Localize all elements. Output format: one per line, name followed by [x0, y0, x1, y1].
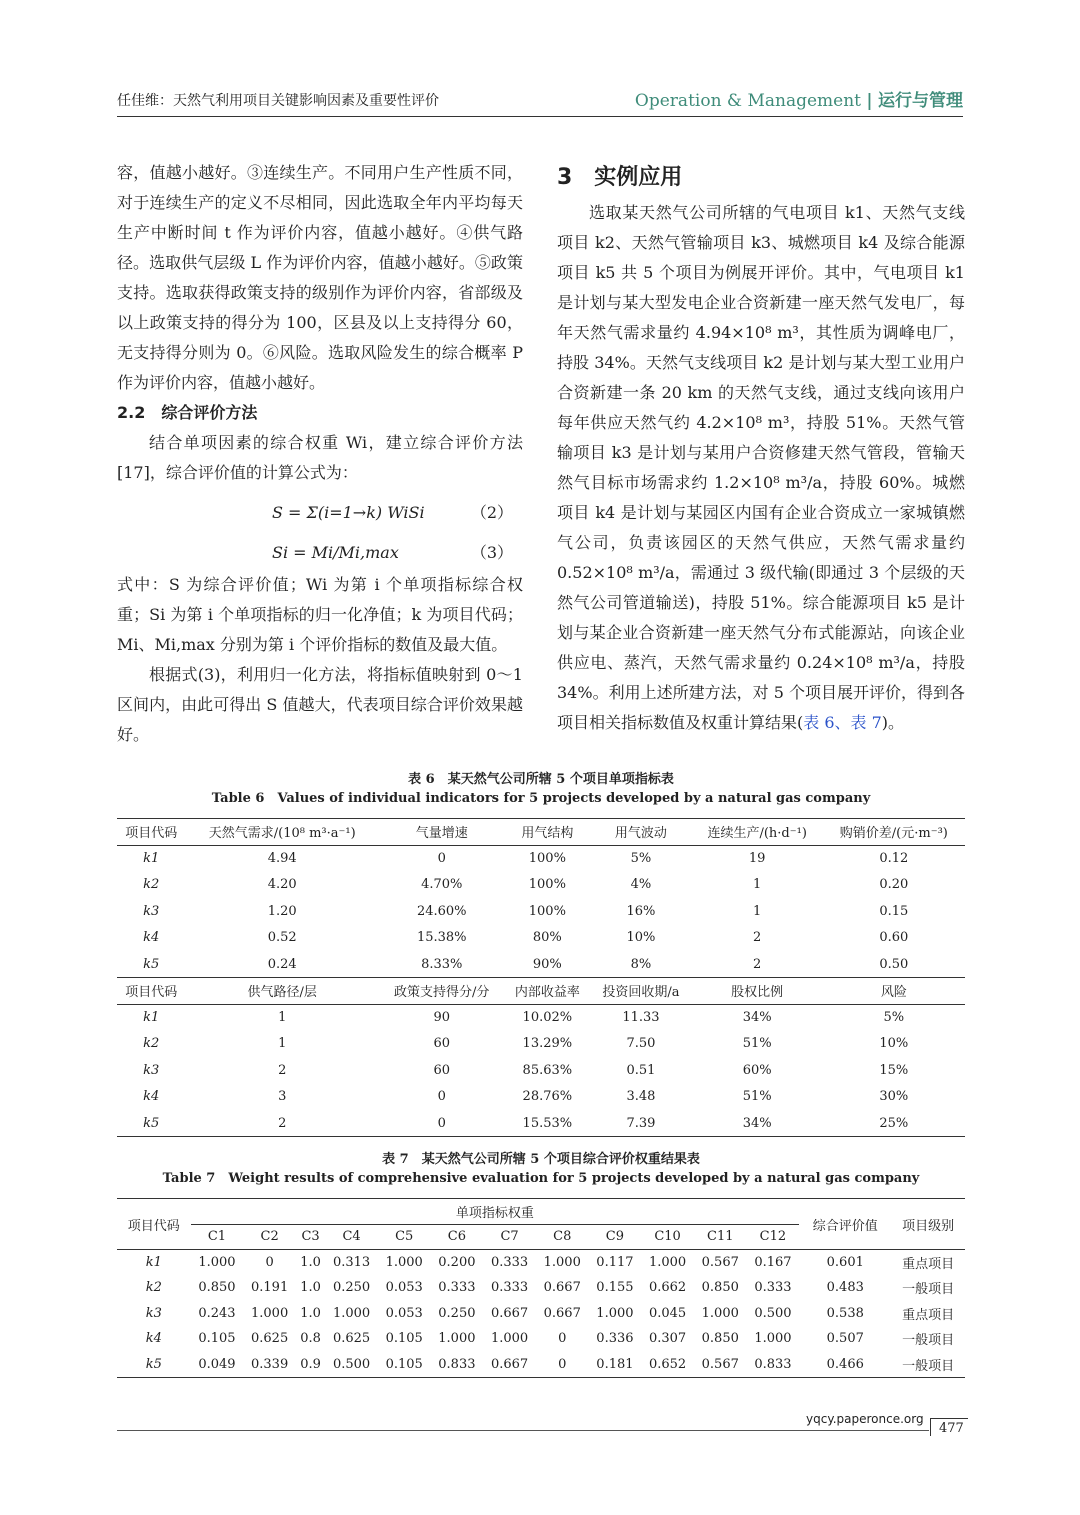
- table-row: [117, 1031, 965, 1058]
- paragraph-text: 选取某天然气公司所辖的气电项目 k1、天然气支线项目 k2、天然气管输项目 k3、城燃项目 k4 及综合能源项目 k5 共 5 个项目为例展开评价。其中，气电项目 k1 是计划与某大型发电企业合资新建一座天然气发电厂，每年天然气需求量约 4.94×10⁸ m³，其性质为调峰电厂，持股 34%。天然气支线项目 k2 是计划与某大型工业用户合资新建一条 20 km 的天然气支线，通过支线向该用户每年供应天然气约 4.2×10⁸ m³，持股 51%。天然气管输项目 k3 是计划与某用户合资修建天然气管段，管输天然气目标市场需求约 1.2×10⁸ m³/a，持股 60%。城燃项目 k4 是计划与某园区内国有企业合资成立一家城镇燃气公司，负责该园区的天然气供应，天然气需求量约 0.52×10⁸ m³/a，需通过 3 级代输(即通过 3 个层级的天然气公司管道输送)，持股 51%。综合能源项目 k5 是计划与某企业合资新建一座天然气分布式能源站，向该企业供应电、蒸汽，天然气需求量约 0.24×10⁸ m³/a，持股 34%。利用上述所建方法，对 5 个项目展开评价，得到各项目相关指标数值及权重计算结果(: [557, 203, 965, 732]
- table-cell: 0: [437, 851, 446, 866]
- table-cell: 0.181: [589, 1352, 642, 1378]
- table-row: [117, 898, 965, 925]
- table-cell: 0.191: [251, 1280, 289, 1296]
- table-cell: 0.243: [198, 1305, 236, 1321]
- table-cell: 0.625: [251, 1331, 289, 1347]
- table-cell: 1.000: [438, 1331, 476, 1347]
- table-cell: 24.60%: [416, 903, 467, 919]
- table-cell: 13.29%: [522, 1036, 573, 1052]
- table-cell: 0.601: [826, 1255, 864, 1270]
- table-cell: 0.105: [378, 1352, 431, 1378]
- table-cell: 4%: [630, 877, 652, 893]
- table-cell: 3.48: [626, 1089, 656, 1105]
- table-cell: 85.63%: [522, 1062, 573, 1078]
- table-cell: k4: [143, 1089, 160, 1105]
- table-row: [117, 1199, 965, 1225]
- table-cell: 0.117: [596, 1255, 634, 1270]
- table-cell: 0.20: [879, 877, 909, 893]
- table-cell: 16%: [626, 903, 656, 919]
- column-header: 投资回收期/a: [590, 978, 692, 1005]
- section-heading: 2.2 综合评价方法: [117, 403, 258, 422]
- table-cell: 15.38%: [416, 930, 467, 946]
- table-cell: 100%: [528, 903, 566, 919]
- table-cell: 0: [536, 1352, 589, 1378]
- column-header: C4: [325, 1224, 378, 1250]
- column-header: 项目代码: [117, 978, 185, 1005]
- table-cell: 1.000: [543, 1255, 581, 1270]
- table-6: [117, 818, 965, 1137]
- table-cell: k2: [143, 877, 160, 893]
- table-cell: 0.053: [385, 1280, 423, 1296]
- table-cell: 0.50: [879, 956, 909, 972]
- column-header: 股权比例: [692, 978, 823, 1005]
- column-header-group: 单项指标权重: [191, 1199, 800, 1225]
- table-cell: 4.70%: [421, 877, 463, 893]
- table-cell: k3: [143, 1062, 160, 1078]
- page-number: 477: [930, 1418, 968, 1436]
- table-cell: 1.000: [701, 1305, 739, 1321]
- column-header: 购销价差/(元·m⁻³): [823, 819, 965, 846]
- column-header: 项目级别: [891, 1199, 965, 1250]
- table-cell: 34%: [742, 1010, 772, 1025]
- table-cell: 0: [437, 1089, 446, 1105]
- column-header: 内部收益率: [505, 978, 591, 1005]
- table-cell: k3: [143, 903, 160, 919]
- table-cell: 0.652: [641, 1352, 694, 1378]
- table-cell: 7.39: [590, 1110, 692, 1137]
- table-cell: 1.20: [267, 903, 297, 919]
- table-row: [117, 978, 965, 1005]
- column-header: C7: [483, 1224, 536, 1250]
- table-cell: 0.105: [385, 1331, 423, 1347]
- column-header: C10: [641, 1224, 694, 1250]
- table-cell: 1.000: [754, 1331, 792, 1347]
- column-header: 天然气需求/(10⁸ m³·a⁻¹): [185, 819, 378, 846]
- table-cell: 0.333: [490, 1280, 529, 1296]
- table-row: [117, 1084, 965, 1111]
- running-header-title: 任佳维：天然气利用项目关键影响因素及重要性评价: [117, 93, 439, 109]
- table-cell: 0.307: [648, 1331, 687, 1347]
- table-cell: 重点项目: [902, 1257, 955, 1272]
- table-cell: k2: [143, 1036, 160, 1052]
- table-cell: 15.53%: [505, 1110, 591, 1137]
- column-header: 连续生产/(h·d⁻¹): [692, 819, 823, 846]
- running-header-section: [635, 86, 963, 111]
- paragraph: 根据式(3)，利用归一化方法，将指标值映射到 0～1 区间内，由此可得出 S 值越大，代表项目综合评价效果越好。: [117, 665, 523, 744]
- equation-text: Si = Mi/Mi,max: [272, 543, 399, 562]
- table-cell: 5%: [883, 1010, 905, 1025]
- column-header: C12: [747, 1224, 800, 1250]
- table-cell: 0.850: [198, 1280, 236, 1296]
- table-row: [117, 1352, 965, 1378]
- paragraph: 结合单项因素的综合权重 Wi，建立综合评价方法[17]，综合评价值的计算公式为：: [117, 433, 523, 482]
- table-cell: 100%: [528, 851, 566, 866]
- table-cell: 0.667: [543, 1305, 581, 1321]
- table-cell: 51%: [742, 1036, 772, 1052]
- paragraph: 容，值越小越好。③连续生产。不同用户生产性质不同，对于连续生产的定义不尽相同，因此选取全年内平均每天生产中断时间 t 作为评价内容，值越小越好。④供气路径。选取供气层级 L 作为评价内容，值越小越好。⑤政策支持。选取获得政策支持的级别作为评价内容，省部级及以上政策支持的得分为 100，区县及以上支持得分 60，无支持得分则为 0。⑥风险。选取风险发生的综合概率 P 作为评价内容，值越小越好。: [117, 163, 523, 392]
- table-cell: 28.76%: [522, 1089, 573, 1105]
- table-row: [117, 1110, 965, 1137]
- table-cell: 0.12: [879, 851, 909, 866]
- table-cell: 100%: [528, 877, 566, 893]
- table-cell: 0.60: [879, 930, 909, 946]
- section-cn: 运行与管理: [878, 91, 963, 111]
- table-cell: k1: [145, 1255, 162, 1270]
- table-cell: 0.336: [596, 1331, 634, 1347]
- equation-text: S = Σ(i=1→k) WiSi: [272, 503, 425, 522]
- table-cell: 0.250: [438, 1305, 476, 1321]
- table-cell: 0.15: [879, 903, 909, 919]
- section-separator: |: [866, 91, 873, 111]
- table-cell: 0.200: [438, 1255, 476, 1270]
- paragraph-text: )。: [881, 713, 905, 732]
- column-header: C11: [694, 1224, 747, 1250]
- table-cell: k1: [143, 851, 160, 866]
- table-cell: 10%: [626, 930, 656, 946]
- table-cell: 19: [748, 851, 766, 866]
- table-cell: 30%: [879, 1089, 909, 1105]
- table-cell: 60%: [742, 1062, 772, 1078]
- table-cell: 2: [278, 1062, 287, 1078]
- table-cell: 0.049: [191, 1352, 244, 1378]
- table-cell: 11.33: [622, 1010, 660, 1025]
- table-cell: 1.0: [300, 1280, 321, 1296]
- table-cell: 34%: [692, 1110, 823, 1137]
- column-header: 供气路径/层: [185, 978, 378, 1005]
- table-cell: 1.000: [490, 1331, 529, 1347]
- table-cell: 一般项目: [902, 1333, 955, 1349]
- column-header: 项目代码: [117, 819, 185, 846]
- column-header: 用气结构: [505, 819, 591, 846]
- table-cell: 0.667: [483, 1352, 536, 1378]
- column-header: C2: [243, 1224, 296, 1250]
- table-cell: 0.053: [385, 1305, 423, 1321]
- caption-en: Table 6 Values of individual indicators for 5 projects developed by a natural gas company: [211, 791, 871, 806]
- table-row: [117, 1301, 965, 1327]
- table7-caption: [117, 1150, 965, 1188]
- table-cell: 0.8: [300, 1331, 321, 1347]
- table-cell: 7.50: [626, 1036, 656, 1052]
- table-row: [117, 845, 965, 872]
- table-cell: 0.333: [754, 1280, 792, 1296]
- table-cell: 2: [753, 930, 762, 946]
- column-header: C3: [296, 1224, 325, 1250]
- table-cell: 0.483: [826, 1280, 864, 1296]
- table-cell: 0.105: [198, 1331, 236, 1347]
- table-cell: 1.000: [251, 1305, 289, 1321]
- column-header: C1: [191, 1224, 244, 1250]
- paragraph: 式中：S 为综合评价值；Wi 为第 i 个单项指标综合权重；Si 为第 i 个单项指标的归一化净值；k 为项目代码；Mi、Mi,max 分别为第 i 个评价指标的数值及最大值。: [117, 575, 523, 654]
- table-cell: 90%: [532, 956, 562, 972]
- table-cell: 2: [753, 956, 762, 972]
- column-header: 综合评价值: [799, 1199, 891, 1250]
- column-header: 项目代码: [117, 1199, 191, 1250]
- column-header: C6: [431, 1224, 484, 1250]
- table-cell: 0.850: [701, 1280, 739, 1296]
- equation-number: （3）: [470, 543, 513, 562]
- section-heading: 3 实例应用: [557, 165, 683, 190]
- table-cell: 10%: [879, 1036, 909, 1052]
- table-cell: 1.000: [385, 1255, 423, 1270]
- column-header: 风险: [823, 978, 965, 1005]
- table-cell: 1: [753, 903, 762, 919]
- table-cell: 1.0: [300, 1255, 321, 1270]
- table-reference-link[interactable]: 表 6、表 7: [803, 713, 882, 732]
- table-cell: 0.500: [325, 1352, 378, 1378]
- table-cell: 0: [265, 1255, 274, 1270]
- equation-2: [117, 488, 523, 538]
- table-cell: 1: [753, 877, 762, 893]
- table-cell: 0.507: [826, 1331, 864, 1347]
- table-cell: k4: [145, 1331, 162, 1347]
- table-cell: 重点项目: [902, 1307, 955, 1323]
- footer-url[interactable]: yqcy.paperonce.org: [806, 1412, 924, 1426]
- column-header: C8: [536, 1224, 589, 1250]
- table-cell: 90: [433, 1010, 450, 1025]
- table-cell: 0.500: [754, 1305, 792, 1321]
- table-cell: 60: [433, 1062, 450, 1078]
- table-cell: k2: [145, 1280, 162, 1296]
- column-header: 政策支持得分/分: [379, 978, 505, 1005]
- table-cell: 51%: [742, 1089, 772, 1105]
- table-cell: 15%: [879, 1062, 909, 1078]
- table-row: [117, 1250, 965, 1276]
- left-column: [117, 158, 523, 750]
- table-cell: 0.339: [243, 1352, 296, 1378]
- table-cell: k3: [145, 1305, 162, 1321]
- table-cell: 1.000: [648, 1255, 687, 1270]
- column-header: C9: [589, 1224, 642, 1250]
- table-cell: k5: [143, 956, 160, 972]
- table-cell: 0.833: [747, 1352, 800, 1378]
- header-rule: [117, 116, 963, 117]
- column-header: 气量增速: [379, 819, 505, 846]
- table-cell: 0.466: [799, 1352, 891, 1378]
- table-cell: 0.333: [490, 1255, 529, 1270]
- table-cell: 0.833: [431, 1352, 484, 1378]
- table6-caption: [117, 770, 965, 808]
- table-cell: 0.567: [694, 1352, 747, 1378]
- table-cell: 8%: [630, 956, 652, 972]
- table-cell: 3: [278, 1089, 287, 1105]
- right-column: [557, 158, 965, 738]
- table-row: [117, 951, 965, 978]
- table-cell: 8.33%: [421, 956, 463, 972]
- table-cell: 1.0: [300, 1305, 321, 1321]
- table-cell: 0.667: [543, 1280, 581, 1296]
- table-cell: k4: [143, 930, 160, 946]
- table-row: [117, 1326, 965, 1352]
- caption-cn: 表 7 某天然气公司所辖 5 个项目综合评价权重结果表: [382, 1152, 700, 1167]
- table-cell: k5: [117, 1110, 185, 1137]
- table-cell: 60: [433, 1036, 450, 1052]
- table-cell: 0.51: [626, 1062, 656, 1078]
- table-row: [117, 1057, 965, 1084]
- table-cell: 5%: [630, 851, 652, 866]
- table-cell: 0.850: [701, 1331, 739, 1347]
- footer-rule: [117, 1430, 929, 1431]
- table-cell: 0.155: [596, 1280, 634, 1296]
- column-header: 用气波动: [590, 819, 692, 846]
- table-cell: 0.52: [267, 930, 297, 946]
- table-cell: 0: [558, 1331, 567, 1347]
- table-cell: 0.625: [332, 1331, 371, 1347]
- caption-en: Table 7 Weight results of comprehensive evaluation for 5 projects developed by a natural gas company: [162, 1171, 920, 1186]
- table-row: [117, 872, 965, 899]
- table-cell: 0.9: [296, 1352, 325, 1378]
- table-cell: 0.045: [648, 1305, 687, 1321]
- table-cell: 25%: [823, 1110, 965, 1137]
- table-row: [117, 1275, 965, 1301]
- table-cell: 0.313: [332, 1255, 371, 1270]
- table-cell: 80%: [532, 930, 562, 946]
- table-cell: k5: [117, 1352, 191, 1378]
- table-cell: 0.667: [490, 1305, 529, 1321]
- table-cell: 4.94: [267, 851, 297, 866]
- table-cell: 0.567: [701, 1255, 739, 1270]
- table-cell: 一般项目: [902, 1282, 955, 1298]
- paragraph: [557, 198, 965, 738]
- table-cell: k1: [143, 1010, 160, 1025]
- table-row: [117, 925, 965, 952]
- table-cell: 0.24: [267, 956, 297, 972]
- table-cell: 0.538: [826, 1305, 864, 1321]
- table-row: [117, 1004, 965, 1031]
- table-cell: 1.000: [596, 1305, 634, 1321]
- table-7: [117, 1198, 965, 1378]
- equation-3: [117, 538, 523, 570]
- table-cell: 1.000: [332, 1305, 371, 1321]
- table-cell: 1: [278, 1010, 287, 1025]
- table-cell: 0: [379, 1110, 505, 1137]
- table-cell: 0.333: [438, 1280, 476, 1296]
- table-row: [117, 819, 965, 846]
- table-cell: 0.250: [332, 1280, 371, 1296]
- table-cell: 4.20: [267, 877, 297, 893]
- table-cell: 0.167: [754, 1255, 792, 1270]
- section-en: Operation & Management: [634, 91, 861, 111]
- table-cell: 10.02%: [522, 1010, 573, 1025]
- caption-cn: 表 6 某天然气公司所辖 5 个项目单项指标表: [408, 772, 674, 787]
- equation-number: （2）: [470, 503, 513, 522]
- table-cell: 1: [278, 1036, 287, 1052]
- table-cell: 1.000: [198, 1255, 236, 1270]
- table-cell: 2: [185, 1110, 378, 1137]
- column-header: C5: [378, 1224, 431, 1250]
- table-cell: 一般项目: [891, 1352, 965, 1378]
- table-cell: 0.662: [648, 1280, 687, 1296]
